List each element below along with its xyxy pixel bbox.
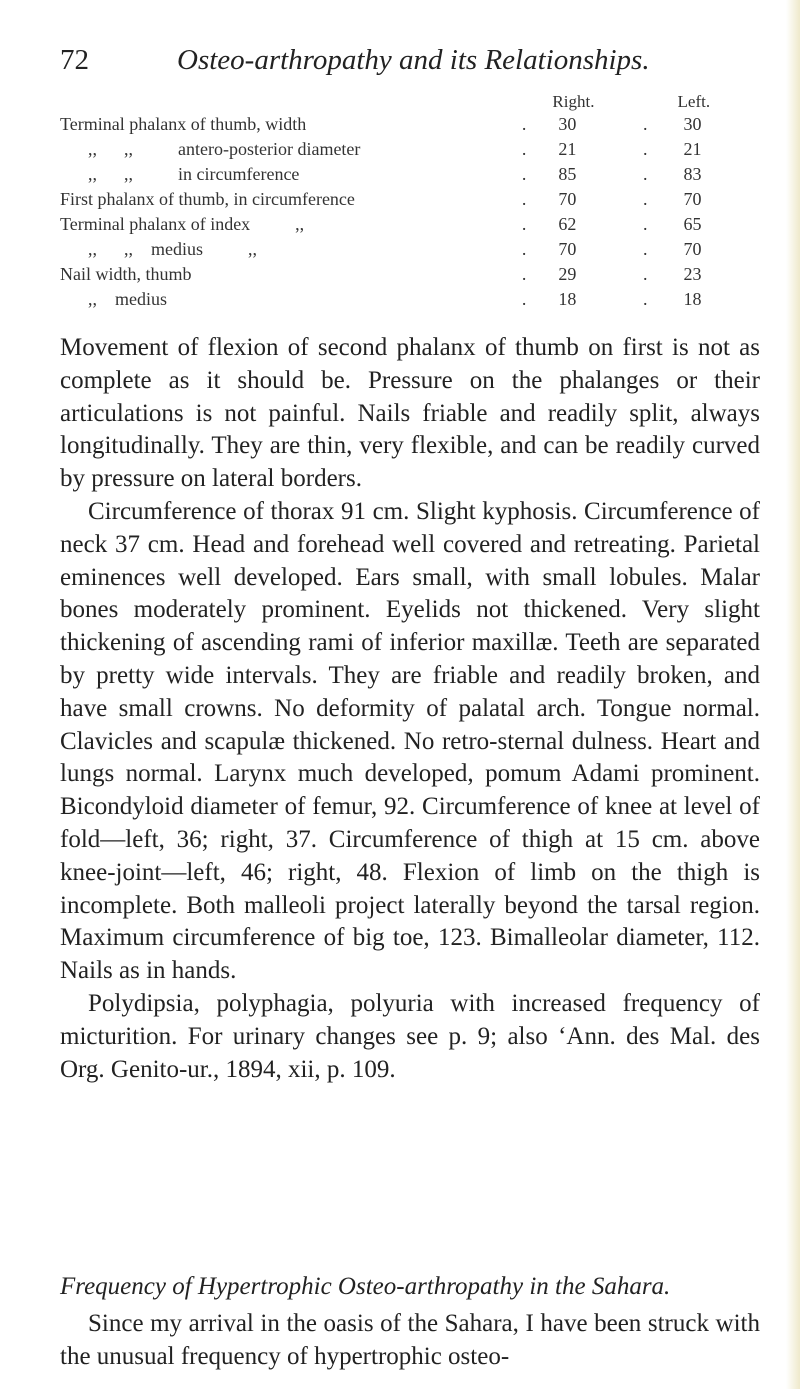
left-value: 21	[683, 139, 702, 159]
column-header-label	[60, 92, 516, 112]
page-edge	[786, 0, 800, 1389]
row-label: ,, medius	[88, 289, 167, 309]
page-number: 72	[60, 44, 89, 76]
body-text	[60, 332, 760, 1086]
separator-dot: .	[642, 114, 648, 134]
leader-dot: .	[521, 164, 527, 184]
column-header-left: Left.	[677, 92, 711, 111]
leader-dot: .	[521, 264, 527, 284]
row-label: Terminal phalanx of thumb, width	[60, 114, 307, 134]
right-value: 30	[558, 114, 577, 134]
leader-dot: .	[521, 189, 527, 209]
separator-dot: .	[642, 139, 648, 159]
leader-dot: .	[521, 139, 527, 159]
table-row	[60, 287, 760, 312]
row-label: Terminal phalanx of index ,,	[60, 214, 305, 234]
row-label: First phalanx of thumb, in circumference	[60, 189, 355, 209]
separator-dot: .	[642, 214, 648, 234]
left-value: 65	[683, 214, 702, 234]
table-row	[60, 162, 760, 187]
left-value: 18	[683, 289, 702, 309]
leader-dot: .	[521, 289, 527, 309]
leader-dot: .	[521, 214, 527, 234]
row-label: ,, ,, antero-posterior diameter	[88, 139, 361, 159]
right-value: 85	[558, 164, 577, 184]
page-header	[60, 44, 740, 84]
section-body-text	[60, 1308, 760, 1374]
right-value: 18	[558, 289, 577, 309]
table-row	[60, 137, 760, 162]
separator-dot: .	[642, 264, 648, 284]
paragraph: Polydipsia, polyphagia, polyuria with increased frequency of micturition. For urinary changes see p. 9; also ‘Ann. des Mal. des Org. Genito-ur., 1894, xii, p. 109.	[60, 989, 760, 1083]
right-value: 21	[558, 139, 577, 159]
right-value: 29	[558, 264, 577, 284]
paragraph: Since my arrival in the oasis of the Sahara, I have been struck with the unusual frequency of hypertrophic osteo-	[60, 1310, 760, 1370]
column-header-right: Right.	[552, 92, 595, 111]
row-label: Nail width, thumb	[60, 264, 192, 284]
table-header-row	[60, 92, 760, 112]
separator-dot: .	[642, 239, 648, 259]
measurements-table	[60, 92, 760, 312]
left-value: 30	[683, 114, 702, 134]
separator-dot: .	[642, 289, 648, 309]
table-row	[60, 262, 760, 287]
right-value: 62	[558, 214, 577, 234]
left-value: 70	[683, 189, 702, 209]
table-row	[60, 237, 760, 262]
leader-dot: .	[521, 114, 527, 134]
row-label: ,, ,, in circumference	[88, 164, 300, 184]
separator-dot: .	[642, 189, 648, 209]
section-heading: Frequency of Hypertrophic Osteo-arthropathy in the Sahara.	[60, 1273, 671, 1300]
leader-dot: .	[521, 239, 527, 259]
separator-dot: .	[642, 164, 648, 184]
right-value: 70	[558, 189, 577, 209]
row-label: ,, ,, medius ,,	[88, 239, 257, 259]
table-row	[60, 187, 760, 212]
paragraph: Circumference of thorax 91 cm. Slight kyphosis. Circumference of neck 37 cm. Head and forehead well covered and retreating. Parietal eminences well developed. Ears small, with small lobules. Malar bones moderately prominent. Eyelids not thickened. Very slight thickening of ascending rami of inferior maxillæ. Teeth are separated by pretty wide intervals. They are friable and readily broken, and have small crowns. No deformity of palatal arch. Tongue normal. Clavicles and scapulæ thickened. No retro-sternal dulness. Heart and lungs normal. Larynx much developed, pomum Adami prominent. Bicondyloid diameter of femur, 92. Circumference of knee at level of fold—left, 36; right, 37. Circumference of thigh at 15 cm. above knee-joint—left, 46; right, 48. Flexion of limb on the thigh is incomplete. Both malleoli project laterally beyond the tarsal region. Maximum circumference of big toe, 123. Bimalleolar diameter, 112. Nails as in hands.	[60, 497, 760, 985]
left-value: 70	[683, 239, 702, 259]
table-row	[60, 112, 760, 137]
table-row	[60, 212, 760, 237]
right-value: 70	[558, 239, 577, 259]
left-value: 83	[683, 164, 702, 184]
running-title: Osteo-arthropathy and its Relationships.	[177, 44, 650, 76]
left-value: 23	[683, 264, 702, 284]
paragraph: Movement of flexion of second phalanx of thumb on first is not as complete as it should be. Pressure on the phalanges or their articulations is not painful. Nails friable and readily split, always longitudinally. They are thin, very flexible, and can be readily curved by pressure on lateral borders.	[60, 334, 760, 493]
